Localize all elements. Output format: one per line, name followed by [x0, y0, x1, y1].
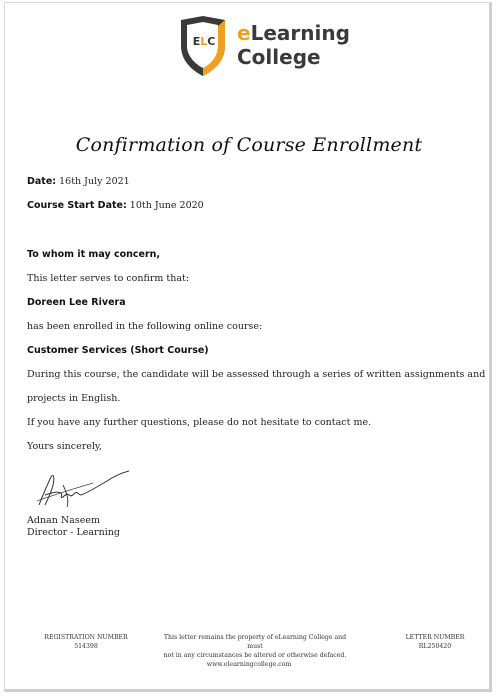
body-line-2: projects in English. [27, 393, 121, 404]
intro-text: This letter serves to confirm that: [27, 273, 190, 284]
date-value: 16th July 2021 [59, 176, 130, 187]
website-link[interactable]: www.elearningcollege.com [206, 661, 292, 668]
letter-number-value: RL250420 [418, 643, 452, 650]
course-name: Customer Services (Short Course) [27, 345, 209, 356]
closing-text: Yours sincerely, [27, 441, 103, 452]
date-label: Date: [27, 176, 57, 187]
salutation: To whom it may concern, [27, 249, 160, 260]
signatory-title: Director - Learning [27, 527, 120, 538]
notice-block [161, 633, 349, 660]
date-line [27, 176, 130, 187]
letter-number-block [385, 633, 485, 651]
logo-wordmark-line1: eLearning [237, 21, 350, 45]
notice-line-2: not in any circumstances be altered or otherwise defaced. [163, 652, 347, 659]
registration-value: 514398 [74, 643, 98, 650]
notice-line-1: This letter remains the property of eLearning College and must [163, 634, 347, 650]
college-logo [177, 16, 350, 78]
start-date-value: 10th June 2020 [129, 200, 204, 211]
logo-wordmark-line2: College [237, 45, 321, 69]
registration-block [31, 633, 141, 651]
signatory-name: Adnan Naseem [27, 515, 100, 526]
start-date-line [27, 200, 204, 211]
letter-title: Confirmation of Course Enrollment [75, 134, 423, 156]
letter-page [4, 2, 492, 692]
student-name: Doreen Lee Rivera [27, 297, 126, 308]
shield-letters: ELC [192, 35, 216, 48]
letter-number-label: LETTER NUMBER [405, 634, 465, 641]
start-date-label: Course Start Date: [27, 200, 127, 211]
questions-text: If you have any further questions, please do not hesitate to contact me. [27, 417, 372, 428]
body-line-1: During this course, the candidate will be assessed through a series of written assignments and [27, 369, 486, 380]
signature-image [33, 465, 133, 511]
registration-label: REGISTRATION NUMBER [44, 634, 128, 641]
enrolled-text: has been enrolled in the following online course: [27, 321, 263, 332]
